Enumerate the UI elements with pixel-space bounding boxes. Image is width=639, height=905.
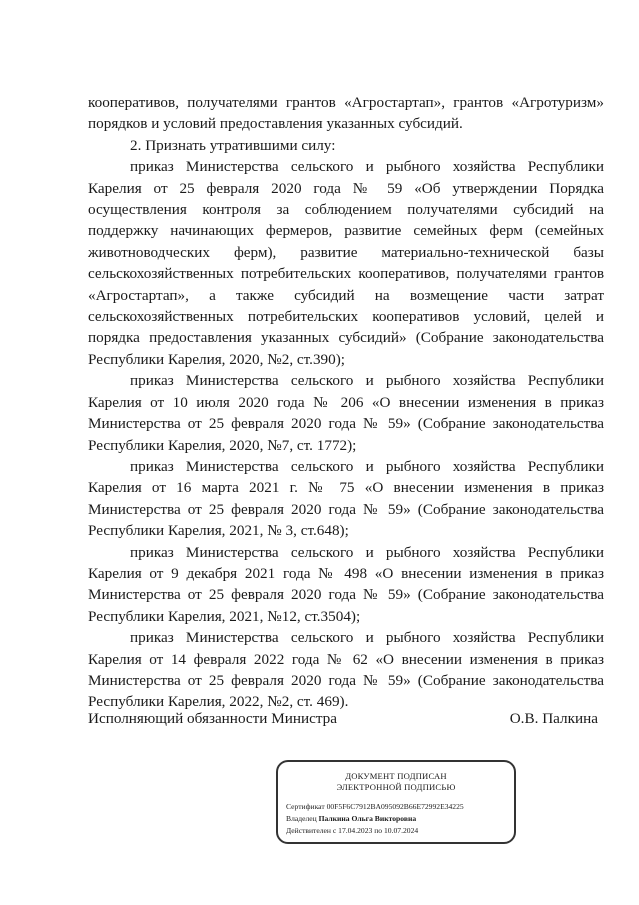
valid-label: Действителен с [286,826,337,835]
document-body [88,92,604,713]
stamp-title-line2: ЭЛЕКТРОННОЙ ПОДПИСЬЮ [336,782,456,792]
stamp-owner-line [286,813,514,825]
stamp-validity-line [286,825,514,837]
stamp-details [286,801,514,837]
paragraph-4: приказ Министерства сельского и рыбного хозяйства Республики Карелия от 10 июля 2020 года № 206 «О внесении изменения в приказ Министерства от 25 февраля 2020 года № 59» (Собрание законодательства Республики Карелия, 2020, №7, ст. 1772); [88,372,604,454]
stamp-certificate-line [286,801,514,813]
paragraph-3: приказ Министерства сельского и рыбного хозяйства Республики Карелия от 25 февраля 2020 года № 59 «Об утверждении Порядка осуществления контроля за соблюдением получателями субсидий на поддержку начинающих фермеров, развитие семейных ферм (семейных животноводческих ферм), развитие материально-технической базы сельскохозяйственных потребительских кооперативов, получателями грантов «Агростартап», а также субсидий на возмещение части затрат сельскохозяйственных потребительских кооперативов условий, целей и порядка предоставления указанных субсидий» (Собрание законодательства Республики Карелия, 2020, №2, ст.390); [88,158,604,368]
valid-from: 17.04.2023 [338,826,373,835]
paragraph-7: приказ Министерства сельского и рыбного хозяйства Республики Карелия от 14 февраля 2022 года № 62 «О внесении изменения в приказ Министерства от 25 февраля 2020 года № 59» (Собрание законодательства Республики Карелия, 2022, №2, ст. 469). [88,629,604,711]
signatory-name: О.В. Палкина [509,710,598,727]
owner-label: Владелец [286,814,317,823]
stamp-title-line1: ДОКУМЕНТ ПОДПИСАН [345,771,447,781]
paragraph-5: приказ Министерства сельского и рыбного хозяйства Республики Карелия от 16 марта 2021 г. № 75 «О внесении изменения в приказ Министерства от 25 февраля 2020 года № 59» (Собрание законодательства Республики Карелия, 2021, № 3, ст.648); [88,457,604,540]
paragraph-1: кооперативов, получателями грантов «Агростартап», грантов «Агротуризм» порядков и условий предоставления указанных субсидий. [88,94,604,133]
valid-to-label: по [374,826,383,835]
signature-row [88,708,598,729]
owner-value: Палкина Ольга Викторовна [318,814,417,823]
certificate-value: 00F5F6C7912BA095092B66E72992E34225 [326,802,464,811]
electronic-signature-stamp [276,760,516,844]
signatory-title: Исполняющий обязанности Министра [88,710,337,727]
paragraph-6: приказ Министерства сельского и рыбного хозяйства Республики Карелия от 9 декабря 2021 года № 498 «О внесении изменения в приказ Министерства от 25 февраля 2020 года № 59» (Собрание законодательства Республики Карелия, 2021, №12, ст.3504); [88,543,604,625]
paragraph-2: 2. Признать утратившими силу: [130,136,336,154]
valid-to: 10.07.2024 [384,826,419,835]
stamp-title [278,771,514,793]
certificate-label: Сертификат [286,802,325,811]
